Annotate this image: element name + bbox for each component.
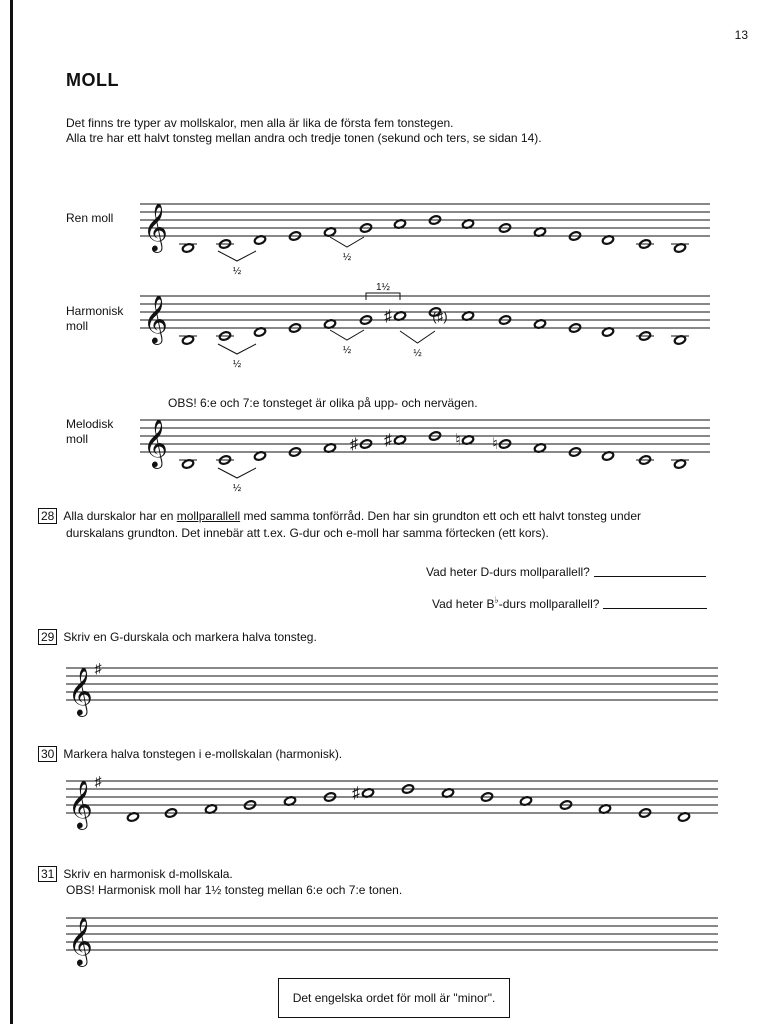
ex28-text-after: med samma tonförråd. Den har sin grundton ett och ett halvt tonsteg under	[240, 509, 642, 523]
harmonisk-paren-sharp: (♯)	[432, 309, 448, 324]
harmonisk-half-step-3-label: ½	[413, 348, 422, 359]
label-melodisk-line1: Melodisk	[66, 417, 114, 431]
exercise-number-31: 31	[38, 866, 57, 882]
ex31-line2: OBS! Harmonisk moll har 1½ tonsteg mellan 6:e och 7:e tonen.	[66, 883, 403, 897]
harmonisk-half-step-3	[400, 331, 435, 343]
ren-moll-half-step-2-label: ½	[342, 252, 352, 263]
harmonisk-moll-treble-clef: 𝄞	[143, 295, 168, 342]
ex29-staff	[66, 668, 718, 700]
melodisk-moll-treble-clef: 𝄞	[143, 419, 168, 466]
melodisk-half-step-1	[218, 468, 256, 478]
exercise-number-30: 30	[38, 746, 57, 762]
ren-moll-half-step-1	[218, 251, 256, 261]
ex31-treble-clef: 𝄞	[68, 917, 93, 964]
harmonisk-half-step-2-label: ½	[342, 345, 352, 356]
ex28-line2: durskalans grundton. Det innebär att t.ex. G-dur och e-moll har samma förtecken (ett kors).	[66, 526, 549, 540]
ex30-treble-clef: 𝄞	[68, 780, 93, 827]
ren-moll-half-step-2	[330, 237, 364, 247]
ex29-treble-clef: 𝄞	[68, 667, 93, 714]
melodisk-sharp-2: ♯	[384, 432, 392, 449]
harmonisk-bracket-label: 1½	[376, 282, 390, 293]
intro-line-1: Det finns tre typer av mollskalor, men alla är lika de första fem tonstegen.	[66, 116, 454, 130]
label-harmonisk-line2: moll	[66, 319, 89, 333]
ex30-staff	[66, 781, 718, 813]
ex30-text: Markera halva tonstegen i e-mollskalan (harmonisk).	[63, 747, 343, 761]
note-box: Det engelska ordet för moll är "minor".	[278, 978, 510, 1018]
harmonisk-half-step-1	[218, 344, 256, 354]
label-melodisk-line2: moll	[66, 432, 89, 446]
harmonisk-sharp-up: ♯	[384, 308, 392, 325]
harmonisk-half-step-2	[330, 330, 364, 340]
ex28-text-before: Alla durskalor har en	[63, 509, 177, 523]
page-title: MOLL	[66, 70, 119, 90]
ren-moll-staff	[140, 204, 710, 236]
ex31-line1: Skriv en harmonisk d-mollskala.	[63, 867, 233, 881]
ex31-staff	[66, 918, 718, 950]
intro-line-2: Alla tre har ett halvt tonsteg mellan andra och tredje tonen (sekund och ters, se sidan 14).	[66, 131, 542, 145]
label-harmonisk-line1: Harmonisk	[66, 304, 124, 318]
harmonisk-moll-staff	[140, 296, 710, 328]
melodisk-half-step-1-label: ½	[232, 483, 242, 494]
ex28-q2-text-after: -durs mollparallell?	[498, 597, 600, 611]
exercise-number-28: 28	[38, 508, 57, 524]
page-number: 13	[734, 28, 748, 42]
label-ren-moll: Ren moll	[66, 211, 114, 225]
ex28-mollparallell-term: mollparallell	[176, 509, 241, 523]
ex30-key-sharp: ♯	[94, 773, 102, 789]
melodisk-natural-1: ♮	[455, 432, 461, 449]
ex28-q1-text: Vad heter D-durs mollparallell?	[426, 565, 590, 579]
melodisk-sharp-1: ♯	[350, 436, 358, 453]
melodisk-natural-2: ♮	[492, 436, 498, 453]
ex29-key-sharp: ♯	[94, 660, 102, 676]
harmonisk-half-step-1-label: ½	[232, 359, 242, 370]
obs-melodisk: OBS! 6:e och 7:e tonsteget är olika på upp- och nervägen.	[168, 396, 478, 410]
ex30-sharp: ♯	[352, 785, 360, 802]
exercise-number-29: 29	[38, 629, 57, 645]
ren-moll-half-step-1-label: ½	[232, 266, 242, 277]
flat-sign: ♭	[494, 595, 499, 605]
ex28-q2-text-before: Vad heter B	[432, 597, 495, 611]
ex29-text: Skriv en G-durskala och markera halva tonsteg.	[63, 630, 317, 644]
ren-moll-treble-clef: 𝄞	[143, 203, 168, 250]
melodisk-moll-staff	[140, 420, 710, 452]
